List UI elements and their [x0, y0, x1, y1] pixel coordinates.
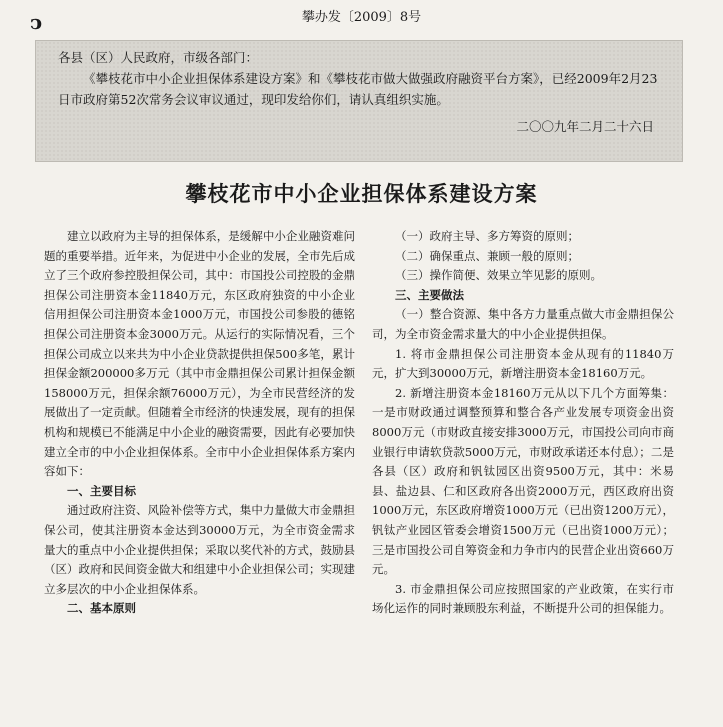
- section1-heading: 一、主要目标: [67, 483, 136, 498]
- left-column: [44, 227, 355, 619]
- intro-paragraph: 建立以政府为主导的担保体系，是缓解中小企业融资难问题的重要举措。近年来，为促进中小企业的发展，全市先后成立了三个政府参控股担保公司，其中：市国投公司控股的金鼎担保公司注册资本金11840万元，东区政府独资的中小企业信用担保公司注册资本金1000万元，市国投公司参股的德铭担保公司注册资本金3000万元。从运行的实际情况看，三个担保公司成立以来共为中小企业贷款提供担保500多笔，累计担保金额200000多万元（其中市金鼎担保公司累计担保金额158000万元，担保余额76000万元），为全市民营经济的发展做出了一定贡献。但随着全市经济的快速发展，现有的担保机构和规模已不能满足中小企业的融资需要，因此有必要加快建立全市的中小企业担保体系。全市中小企业担保体系方案内容如下：: [44, 229, 355, 479]
- notice-salutation: 各县（区）人民政府，市级各部门：: [58, 50, 259, 65]
- notice-box: [35, 40, 683, 162]
- notice-date: 二〇〇九年二月二十六日: [516, 119, 654, 134]
- page-title: 攀枝花市中小企业担保体系建设方案: [185, 182, 538, 206]
- notice-body: 《攀枝花市中小企业担保体系建设方案》和《攀枝花市做大做强政府融资平台方案》，已经2009年2月23日市政府第52次常务会议审议通过，现印发给你们，请认真组织实施。: [58, 71, 658, 107]
- item2-paragraph: 2. 新增注册资本金18160万元从以下几个方面筹集：一是市财政通过调整预算和整合各产业发展专项资金出资8000万元（市财政直接安排3000万元，市国投公司向市商业银行申请软贷款5000万元，市财政承诺还本付息）；二是各县（区）政府和钒钛园区出资9500万元，其中：米易县、盐边县、仁和区政府各出资2000万元，西区政府出资1000万元，东区政府增资1000万元（已出资1200万元），钒钛产业园区管委会增资1500万元（已出资1000万元）；三是市国投公司自筹资金和力争市内的民营企业出资660万元。: [372, 385, 674, 577]
- section2-heading: 二、基本原则: [67, 601, 136, 616]
- principle-item: （二）确保重点、兼顾一般的原则；: [395, 248, 579, 263]
- item3-paragraph: 3. 市金鼎担保公司应按照国家的产业政策，在实行市场化运作的同时兼顾股东利益，不断提升公司的担保能力。: [372, 581, 674, 616]
- section3-heading: 三、主要做法: [395, 287, 464, 302]
- method1-paragraph: （一）整合资源、集中各方力量重点做大市金鼎担保公司，为全市资金需求量大的中小企业提供担保。: [372, 307, 674, 341]
- principle-item: （三）操作简便、效果立竿见影的原则。: [395, 268, 602, 283]
- document-number: 攀办发〔2009〕8号: [301, 10, 422, 25]
- right-column: [372, 227, 674, 619]
- corner-mark: ↄ: [30, 10, 43, 34]
- principle-item: （一）政府主导、多方筹资的原则；: [395, 229, 579, 243]
- section1-body: 通过政府注资、风险补偿等方式，集中力量做大市金鼎担保公司，使其注册资本金达到30000万元，为全市资金需求量大的重点中小企业提供担保；采取以奖代补的方式，鼓励县（区）政府和民间资金做大和组建中小企业担保公司；实现建立多层次的中小企业担保体系。: [44, 503, 355, 596]
- item1-paragraph: 1. 将市金鼎担保公司注册资本金从现有的11840万元，扩大到30000万元，新增注册资本金18160万元。: [372, 346, 674, 381]
